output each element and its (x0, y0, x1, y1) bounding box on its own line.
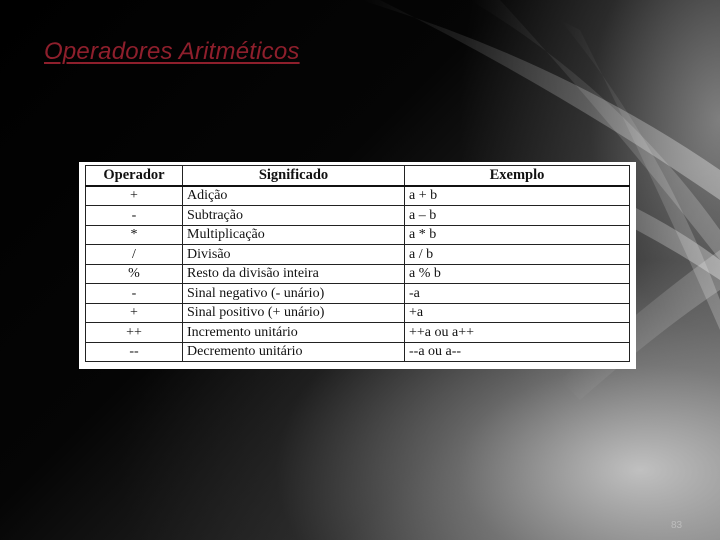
table-row (86, 186, 630, 206)
header-operador: Operador (86, 166, 183, 186)
table-header-row (86, 166, 630, 186)
cell-operador: % (86, 264, 183, 284)
table-row (86, 323, 630, 343)
cell-exemplo: ++a ou a++ (405, 323, 630, 343)
cell-significado: Divisão (183, 245, 405, 265)
table-row (86, 264, 630, 284)
table-row (86, 303, 630, 323)
cell-operador: - (86, 206, 183, 226)
cell-operador: / (86, 245, 183, 265)
cell-exemplo: -a (405, 284, 630, 304)
table-row (86, 245, 630, 265)
cell-operador: * (86, 225, 183, 245)
table-row (86, 342, 630, 362)
cell-significado: Sinal positivo (+ unário) (183, 303, 405, 323)
operators-table (85, 165, 630, 362)
table-row (86, 284, 630, 304)
cell-significado: Adição (183, 186, 405, 206)
cell-operador: + (86, 186, 183, 206)
table-row (86, 206, 630, 226)
page-number: 83 (671, 520, 683, 531)
cell-operador: + (86, 303, 183, 323)
cell-exemplo: a % b (405, 264, 630, 284)
cell-significado: Sinal negativo (- unário) (183, 284, 405, 304)
operators-table-image (79, 162, 636, 369)
header-exemplo: Exemplo (405, 166, 630, 186)
cell-operador: - (86, 284, 183, 304)
cell-exemplo: a / b (405, 245, 630, 265)
cell-operador: -- (86, 342, 183, 362)
cell-exemplo: a – b (405, 206, 630, 226)
cell-significado: Resto da divisão inteira (183, 264, 405, 284)
cell-significado: Subtração (183, 206, 405, 226)
cell-significado: Incremento unitário (183, 323, 405, 343)
cell-significado: Decremento unitário (183, 342, 405, 362)
slide-title: Operadores Aritméticos (44, 38, 300, 65)
cell-operador: ++ (86, 323, 183, 343)
cell-exemplo: a * b (405, 225, 630, 245)
cell-exemplo: --a ou a-- (405, 342, 630, 362)
table-row (86, 225, 630, 245)
cell-exemplo: a + b (405, 186, 630, 206)
header-significado: Significado (183, 166, 405, 186)
cell-exemplo: +a (405, 303, 630, 323)
cell-significado: Multiplicação (183, 225, 405, 245)
